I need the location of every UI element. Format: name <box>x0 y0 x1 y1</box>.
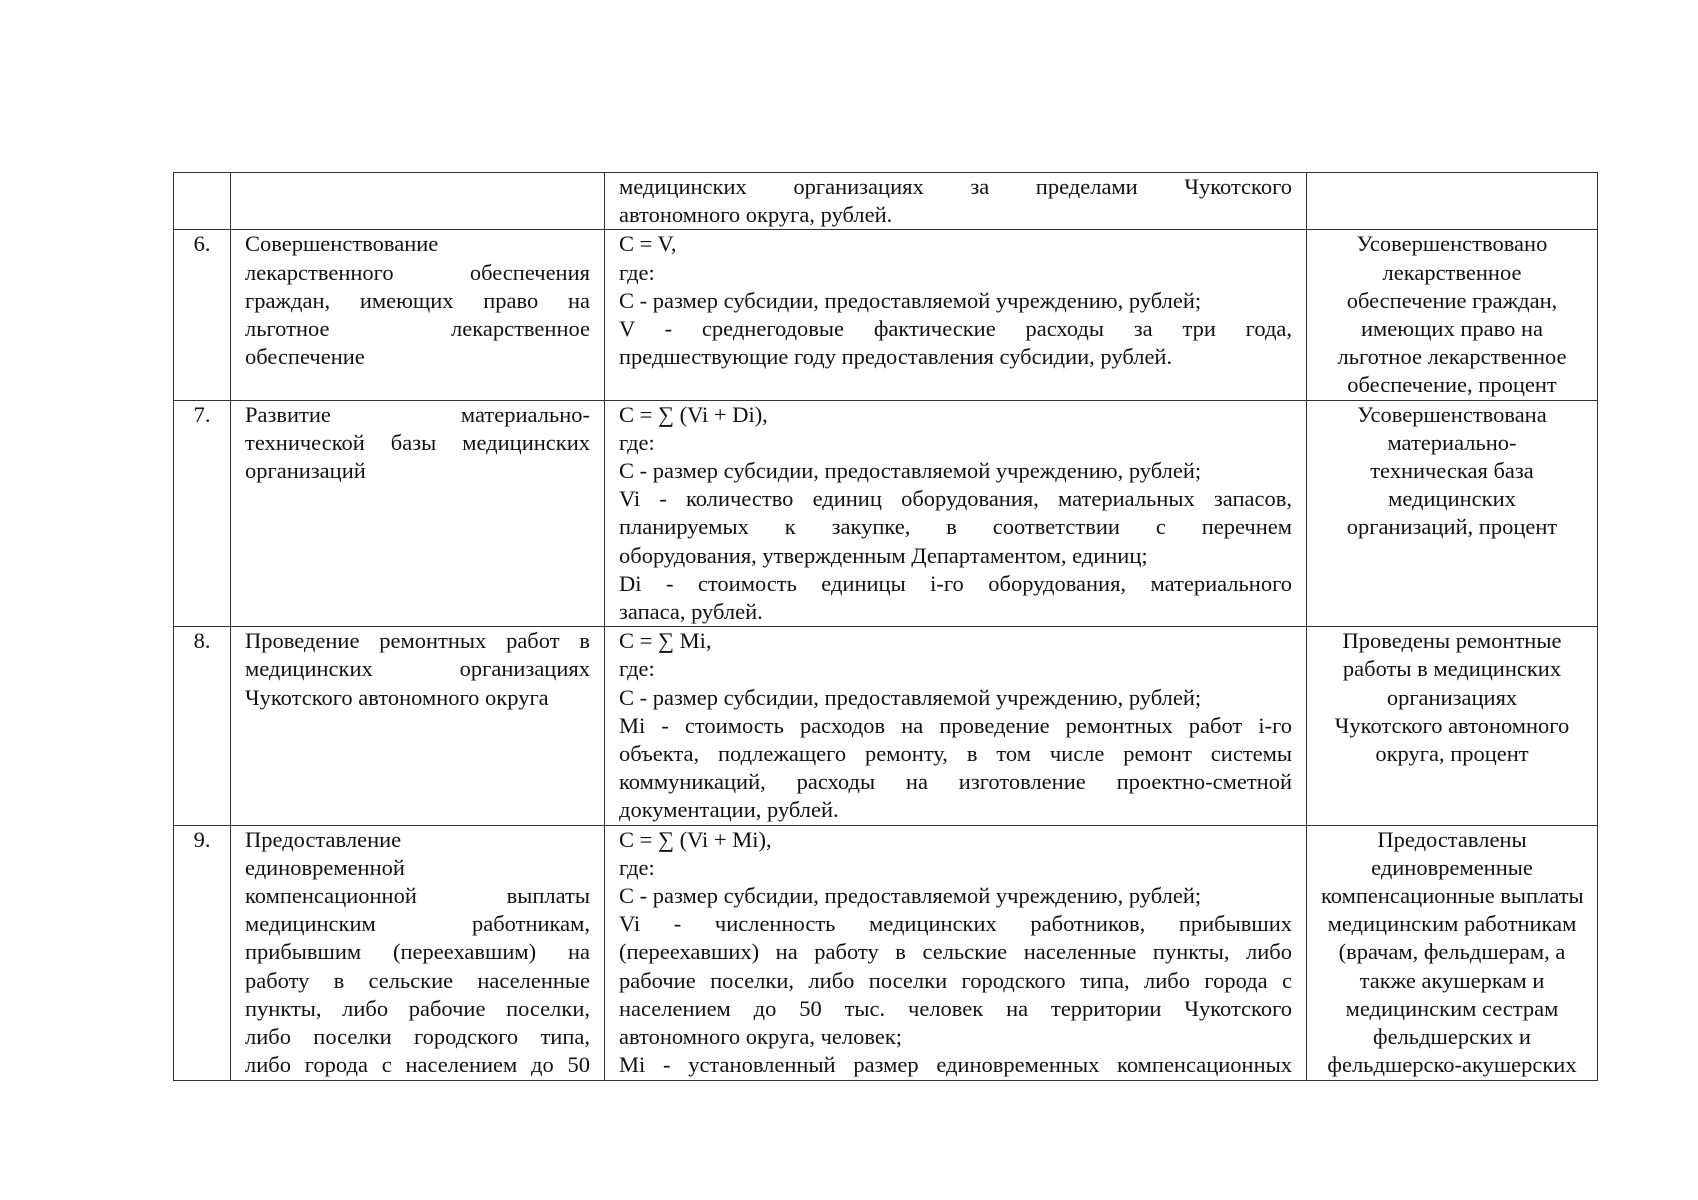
row-number-cell <box>174 230 231 400</box>
activity-name-cell <box>231 230 605 400</box>
row-number-cell <box>174 825 231 1080</box>
formula-line: Vi - численность медицинских работников, прибывших <box>619 911 1292 937</box>
result-indicator-line: единовременные <box>1371 854 1533 880</box>
formula-line: где: <box>619 854 655 880</box>
formula-line: C - размер субсидии, предоставляемой учреждению, рублей; <box>619 287 1202 313</box>
formula-line: рабочие поселки, либо поселки городского типа, либо города с <box>619 967 1292 993</box>
activity-name-cell <box>231 627 605 825</box>
activity-name-line: либо поселки городского типа, <box>245 1024 590 1050</box>
activity-name-line: единовременной <box>245 854 405 880</box>
result-indicator-line: организациях <box>1386 684 1518 710</box>
table-row <box>174 627 1598 825</box>
subsidy-calculation-table <box>173 172 1598 1081</box>
result-indicator-line: компенсационные выплаты <box>1321 883 1584 909</box>
activity-name-line: Чукотского автономного округа <box>245 684 549 710</box>
table-row <box>174 825 1598 1080</box>
formula-cell <box>605 173 1307 230</box>
result-indicator-cell <box>1307 825 1598 1080</box>
formula-line: C = ∑ (Vi + Mi), <box>619 826 772 852</box>
row-number: 9. <box>193 826 211 852</box>
activity-name-line: прибывшим (переехавшим) на <box>245 939 590 965</box>
result-indicator-line: льготное лекарственное <box>1337 344 1567 370</box>
row-number-cell <box>174 400 231 627</box>
formula-line: где: <box>619 429 655 455</box>
activity-name-line: Проведение ремонтных работ в <box>245 628 590 654</box>
formula-line: где: <box>619 656 655 682</box>
result-indicator-line: фельдшерско-акушерских <box>1327 1052 1577 1078</box>
activity-name-line: лекарственного обеспечения <box>245 259 590 285</box>
row-number: 6. <box>193 231 211 257</box>
result-indicator-cell <box>1307 400 1598 627</box>
formula-cell <box>605 230 1307 400</box>
formula-line: оборудования, утвержденным Департаментом, единиц; <box>619 542 1148 568</box>
formula-cell <box>605 400 1307 627</box>
formula-line: коммуникаций, расходы на изготовление проектно-сметной <box>619 769 1292 795</box>
activity-name-line: технической базы медицинских <box>245 429 590 455</box>
activity-name-line: медицинских организациях <box>245 656 590 682</box>
result-indicator-cell <box>1307 230 1598 400</box>
result-indicator-line: имеющих право на <box>1361 316 1543 342</box>
formula-line: медицинских организациях за пределами Чукотского <box>619 174 1292 199</box>
result-indicator-line: округа, процент <box>1375 741 1529 767</box>
result-indicator-line: обеспечение, процент <box>1347 372 1557 398</box>
result-indicator-line: (врачам, фельдшерам, а <box>1338 939 1566 965</box>
row-number: 8. <box>193 628 211 654</box>
activity-name-line: организаций <box>245 458 366 484</box>
row-number-cell <box>174 627 231 825</box>
result-indicator-cell <box>1307 173 1598 230</box>
activity-name-line: либо города с населением до 50 <box>245 1052 590 1078</box>
result-indicator-line: организаций, процент <box>1346 514 1558 540</box>
formula-line: документации, рублей. <box>619 797 839 823</box>
table-row <box>174 230 1598 400</box>
formula-cell <box>605 825 1307 1080</box>
activity-name-line: Совершенствование <box>245 231 439 257</box>
formula-line: населением до 50 тыс. человек на территории Чукотского <box>619 995 1292 1021</box>
result-indicator-cell <box>1307 627 1598 825</box>
formula-line: C - размер субсидии, предоставляемой учреждению, рублей; <box>619 684 1202 710</box>
formula-line: где: <box>619 259 655 285</box>
row-number-cell <box>174 173 231 230</box>
result-indicator-line: Усовершенствовано <box>1356 231 1548 257</box>
result-indicator-line: техническая база <box>1370 458 1534 484</box>
formula-line: C - размер субсидии, предоставляемой учреждению, рублей; <box>619 458 1202 484</box>
formula-line: V - среднегодовые фактические расходы за три года, <box>619 316 1292 342</box>
result-indicator-line: медицинским сестрам <box>1345 995 1559 1021</box>
result-indicator-line: медицинским работникам <box>1327 911 1577 937</box>
activity-name-line: пункты, либо рабочие поселки, <box>245 995 590 1021</box>
formula-line: автономного округа, человек; <box>619 1024 903 1050</box>
activity-name-line: медицинским работникам, <box>245 911 590 937</box>
activity-name-line: компенсационной выплаты <box>245 883 590 909</box>
formula-line: автономного округа, рублей. <box>619 202 893 228</box>
formula-cell <box>605 627 1307 825</box>
result-indicator-line: также акушеркам и <box>1359 967 1545 993</box>
formula-line: C - размер субсидии, предоставляемой учреждению, рублей; <box>619 883 1202 909</box>
activity-name-cell <box>231 400 605 627</box>
formula-line: Di - стоимость единицы i-го оборудования, материального <box>619 570 1292 596</box>
formula-line: (переехавших) на работу в сельские населенные пункты, либо <box>619 939 1292 965</box>
result-indicator-line: работы в медицинских <box>1342 656 1562 682</box>
table-body <box>174 173 1598 1081</box>
formula-line: предшествующие году предоставления субсидии, рублей. <box>619 344 1173 370</box>
formula-line: C = ∑ (Vi + Di), <box>619 401 768 427</box>
formula-line: запаса, рублей. <box>619 599 763 625</box>
formula-line: Vi - количество единиц оборудования, материальных запасов, <box>619 486 1292 512</box>
activity-name-cell <box>231 173 605 230</box>
activity-name-line: работу в сельские населенные <box>245 967 590 993</box>
result-indicator-line: Усовершенствована <box>1357 401 1547 427</box>
result-indicator-line: фельдшерских и <box>1373 1024 1531 1050</box>
activity-name-line: Предоставление <box>245 826 402 852</box>
activity-name-line: граждан, имеющих право на <box>245 287 590 313</box>
formula-line: Mi - установленный размер единовременных компенсационных <box>619 1052 1292 1078</box>
formula-line: объекта, подлежащего ремонту, в том числе ремонт системы <box>619 741 1292 767</box>
result-indicator-line: Чукотского автономного <box>1334 712 1570 738</box>
formula-line: Mi - стоимость расходов на проведение ремонтных работ i-го <box>619 712 1292 738</box>
result-indicator-line: Проведены ремонтные <box>1342 628 1562 654</box>
result-indicator-line: медицинских <box>1388 486 1516 512</box>
table-row <box>174 173 1598 230</box>
activity-name-line: обеспечение <box>245 344 365 370</box>
formula-line: C = V, <box>619 231 677 257</box>
activity-name-line: Развитие материально- <box>245 401 590 427</box>
result-indicator-line: лекарственное <box>1382 259 1522 285</box>
activity-name-line: льготное лекарственное <box>245 316 590 342</box>
formula-line: C = ∑ Mi, <box>619 628 712 654</box>
row-number: 7. <box>193 401 211 427</box>
activity-name-cell <box>231 825 605 1080</box>
result-indicator-line: Предоставлены <box>1377 826 1527 852</box>
formula-line: планируемых к закупке, в соответствии с перечнем <box>619 514 1292 540</box>
result-indicator-line: материально- <box>1387 429 1517 455</box>
table-row <box>174 400 1598 627</box>
result-indicator-line: обеспечение граждан, <box>1346 287 1558 313</box>
